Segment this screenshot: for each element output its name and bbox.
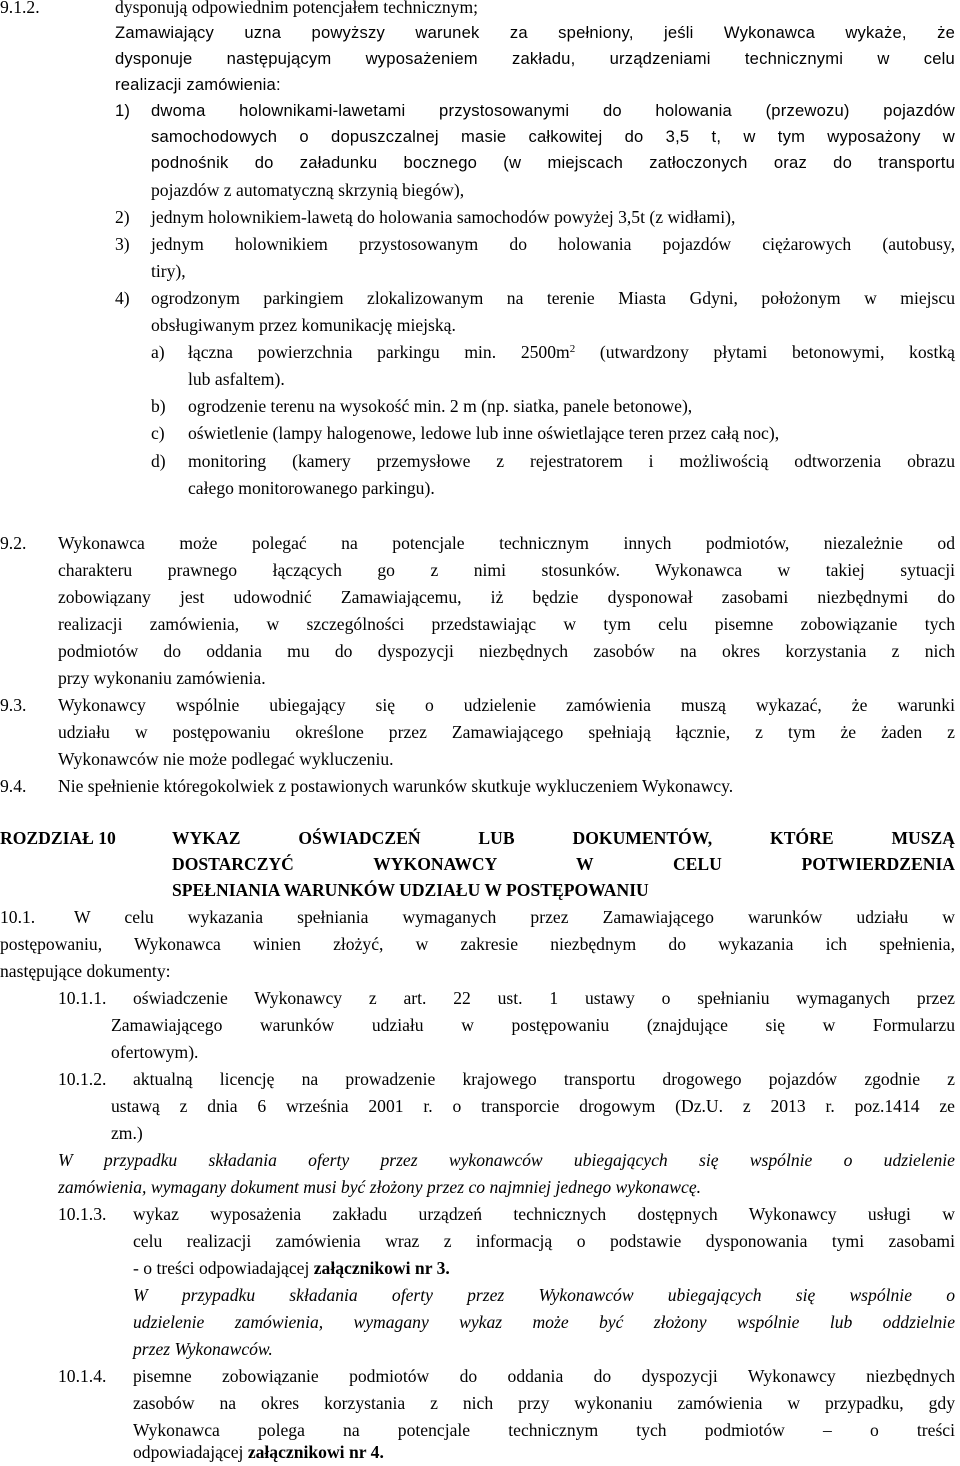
paragraph-line: udziału w postępowaniu określone przez Zamawiającego spełniają łącznie, z tym że żaden z xyxy=(58,722,955,742)
list-item-line: tiry), xyxy=(151,261,186,281)
sub-item-line: ogrodzenie terenu na wysokość min. 2 m (np. siatka, panele betonowe), xyxy=(188,396,693,416)
paragraph-line: Zamawiającego warunków udziału w postępowaniu (znajdujące się w Formularzu xyxy=(111,1015,955,1035)
sub-item-line: lub asfaltem). xyxy=(188,369,285,389)
attachment-reference: załącznikowi nr 4. xyxy=(247,1442,384,1462)
list-item-line: pojazdów z automatyczną skrzynią biegów), xyxy=(151,180,465,200)
list-item-line: ogrodzonym parkingiem zlokalizowanym na terenie Miasta Gdyni, położonym w miejscu xyxy=(151,288,955,308)
paragraph-line: Wykonawcy wspólnie ubiegający się o udzielenie zamówienia muszą wykazać, że warunki xyxy=(58,695,955,715)
chapter-title-line: WYKAZ OŚWIADCZEŃ LUB DOKUMENTÓW, KTÓRE MUSZĄ xyxy=(172,828,955,848)
sub-item-line: monitoring (kamery przemysłowe z rejestratorem i możliwością odtworzenia obrazu xyxy=(188,451,955,471)
paragraph-line: wykaz wyposażenia zakładu urządzeń technicznych dostępnych Wykonawcy usługi w xyxy=(133,1204,955,1224)
paragraph-line: aktualną licencję na prowadzenie krajowego transportu drogowego pojazdów zgodnie z xyxy=(133,1069,955,1089)
paragraph-line: zm.) xyxy=(111,1123,143,1143)
sub-item-label: b) xyxy=(151,396,166,416)
list-item-number: 3) xyxy=(115,234,130,254)
sub-item-line: łączna powierzchnia parkingu min. $2500m^2$ (utwardzony płytami betonowymi, kostką xyxy=(188,342,955,362)
section-number-9-2: 9.2. xyxy=(0,533,27,553)
paragraph-line: Nie spełnienie któregokolwiek z postawionych warunków skutkuje wykluczeniem Wykonawcy. xyxy=(58,776,734,796)
paragraph-line: Wykonawców nie może podlegać wykluczeniu. xyxy=(58,749,394,769)
section-number-9-3: 9.3. xyxy=(0,695,27,715)
paragraph-line: Wykonawca polega na potencjale technicznym tych podmiotów – o treści xyxy=(133,1420,955,1440)
paragraph-line: celu realizacji zamówienia wraz z informacją o podstawie dysponowania tymi zasobami xyxy=(133,1231,955,1251)
section-number-9-4: 9.4. xyxy=(0,776,27,796)
section-number-10-1-4: 10.1.4. xyxy=(58,1366,107,1386)
paragraph-line: oświadczenie Wykonawcy z art. 22 ust. 1 ustawy o spełnianiu wymaganych przez xyxy=(133,988,955,1008)
attachment-reference: załącznikowi nr 3. xyxy=(313,1258,450,1278)
list-item-line: dwoma holownikami-lawetami przystosowanymi do holowania (przewozu) pojazdów xyxy=(151,101,955,120)
list-item-number: 4) xyxy=(115,288,130,308)
paragraph-line: realizacji zamówienia, w szczególności przedstawiając w tym celu pisemne zobowiązanie tych xyxy=(58,614,955,634)
section-number-10-1: 10.1. xyxy=(0,907,36,927)
intro-line: dysponuje następującym wyposażeniem zakładu, urządzeniami technicznymi w celu xyxy=(115,49,955,68)
list-item-line: samochodowych o dopuszczalnej masie całkowitej do 3,5 t, w tym wyposażony w xyxy=(151,127,955,146)
paragraph-line: zobowiązany jest udowodnić Zamawiającemu, iż będzie dysponował zasobami niezbędnymi do xyxy=(58,587,955,607)
section-number-10-1-3: 10.1.3. xyxy=(58,1204,107,1224)
paragraph-line: charakteru prawnego łączących go z nimi stosunków. Wykonawca w takiej sytuacji xyxy=(58,560,955,580)
italic-note-line: W przypadku składania oferty przez Wykonawców ubiegających się wspólnie o xyxy=(133,1285,955,1305)
list-item-number: 1) xyxy=(115,101,131,120)
italic-note-line: zamówienia, wymagany dokument musi być złożony przez co najmniej jednego wykonawcę. xyxy=(58,1177,702,1197)
paragraph-line: przy wykonaniu zamówienia. xyxy=(58,668,266,688)
paragraph-line: Wykonawca może polegać na potencjale technicznym innych podmiotów, niezależnie od xyxy=(58,533,955,553)
italic-note-line: W przypadku składania oferty przez wykonawców ubiegających się wspólnie o udzielenie xyxy=(58,1150,955,1170)
list-item-line: jednym holownikiem przystosowanym do holowania pojazdów ciężarowych (autobusy, xyxy=(151,234,955,254)
section-heading-9-1-2: dysponują odpowiednim potencjałem technicznym; xyxy=(115,0,479,17)
italic-note-line: przez Wykonawców. xyxy=(133,1339,273,1359)
section-number-10-1-1: 10.1.1. xyxy=(58,988,107,1008)
sub-item-label: c) xyxy=(151,423,165,443)
list-item-line: podnośnik do załadunku bocznego (w miejscach zatłoczonych oraz do transportu xyxy=(151,153,955,172)
list-item-line: obsługiwanym przez komunikację miejską. xyxy=(151,315,456,335)
section-number-10-1-2: 10.1.2. xyxy=(58,1069,107,1089)
list-item-line: jednym holownikiem-lawetą do holowania samochodów powyżej 3,5t (z widłami), xyxy=(151,207,736,227)
paragraph-line: pisemne zobowiązanie podmiotów do oddania do dyspozycji Wykonawcy niezbędnych xyxy=(133,1366,955,1386)
sub-item-label: a) xyxy=(151,342,165,362)
list-item-number: 2) xyxy=(115,207,130,227)
paragraph-line: odpowiadającej załącznikowi nr 4. xyxy=(133,1442,384,1462)
italic-note-line: udzielenie zamówienia, wymagany wykaz może być złożony wspólnie lub oddzielnie xyxy=(133,1312,955,1332)
chapter-title-line: DOSTARCZYĆ WYKONAWCY W CELU POTWIERDZENIA xyxy=(172,854,955,874)
sub-item-line: całego monitorowanego parkingu). xyxy=(188,478,435,498)
intro-line: Zamawiający uzna powyższy warunek za spełniony, jeśli Wykonawca wykaże, że xyxy=(115,23,955,42)
sub-item-label: d) xyxy=(151,451,166,471)
paragraph-line: postępowaniu, Wykonawca winien złożyć, w zakresie niezbędnym do wykazania ich spełnienia, xyxy=(0,934,955,954)
paragraph-line: ustawą z dnia 6 września 2001 r. o transporcie drogowym (Dz.U. z 2013 r. poz.1414 ze xyxy=(111,1096,955,1116)
paragraph-line: W celu wykazania spełniania wymaganych przez Zamawiającego warunków udziału w xyxy=(74,907,955,927)
intro-line: realizacji zamówienia: xyxy=(115,75,281,94)
chapter-label: ROZDZIAŁ 10 xyxy=(0,828,116,848)
paragraph-line: następujące dokumenty: xyxy=(0,961,171,981)
chapter-title-line: SPEŁNIANIA WARUNKÓW UDZIAŁU W POSTĘPOWANIU xyxy=(172,880,649,900)
paragraph-line: zasobów na okres korzystania z nich przy wykonaniu zamówienia w przypadku, gdy xyxy=(133,1393,955,1413)
paragraph-line: ofertowym). xyxy=(111,1042,199,1062)
paragraph-line: - o treści odpowiadającej załącznikowi nr 3. xyxy=(133,1258,450,1278)
paragraph-line: podmiotów do oddania mu do dyspozycji niezbędnych zasobów na okres korzystania z nich xyxy=(58,641,955,661)
sub-item-line: oświetlenie (lampy halogenowe, ledowe lub inne oświetlające teren przez całą noc), xyxy=(188,423,780,443)
section-number-9-1-2: 9.1.2. xyxy=(0,0,40,17)
